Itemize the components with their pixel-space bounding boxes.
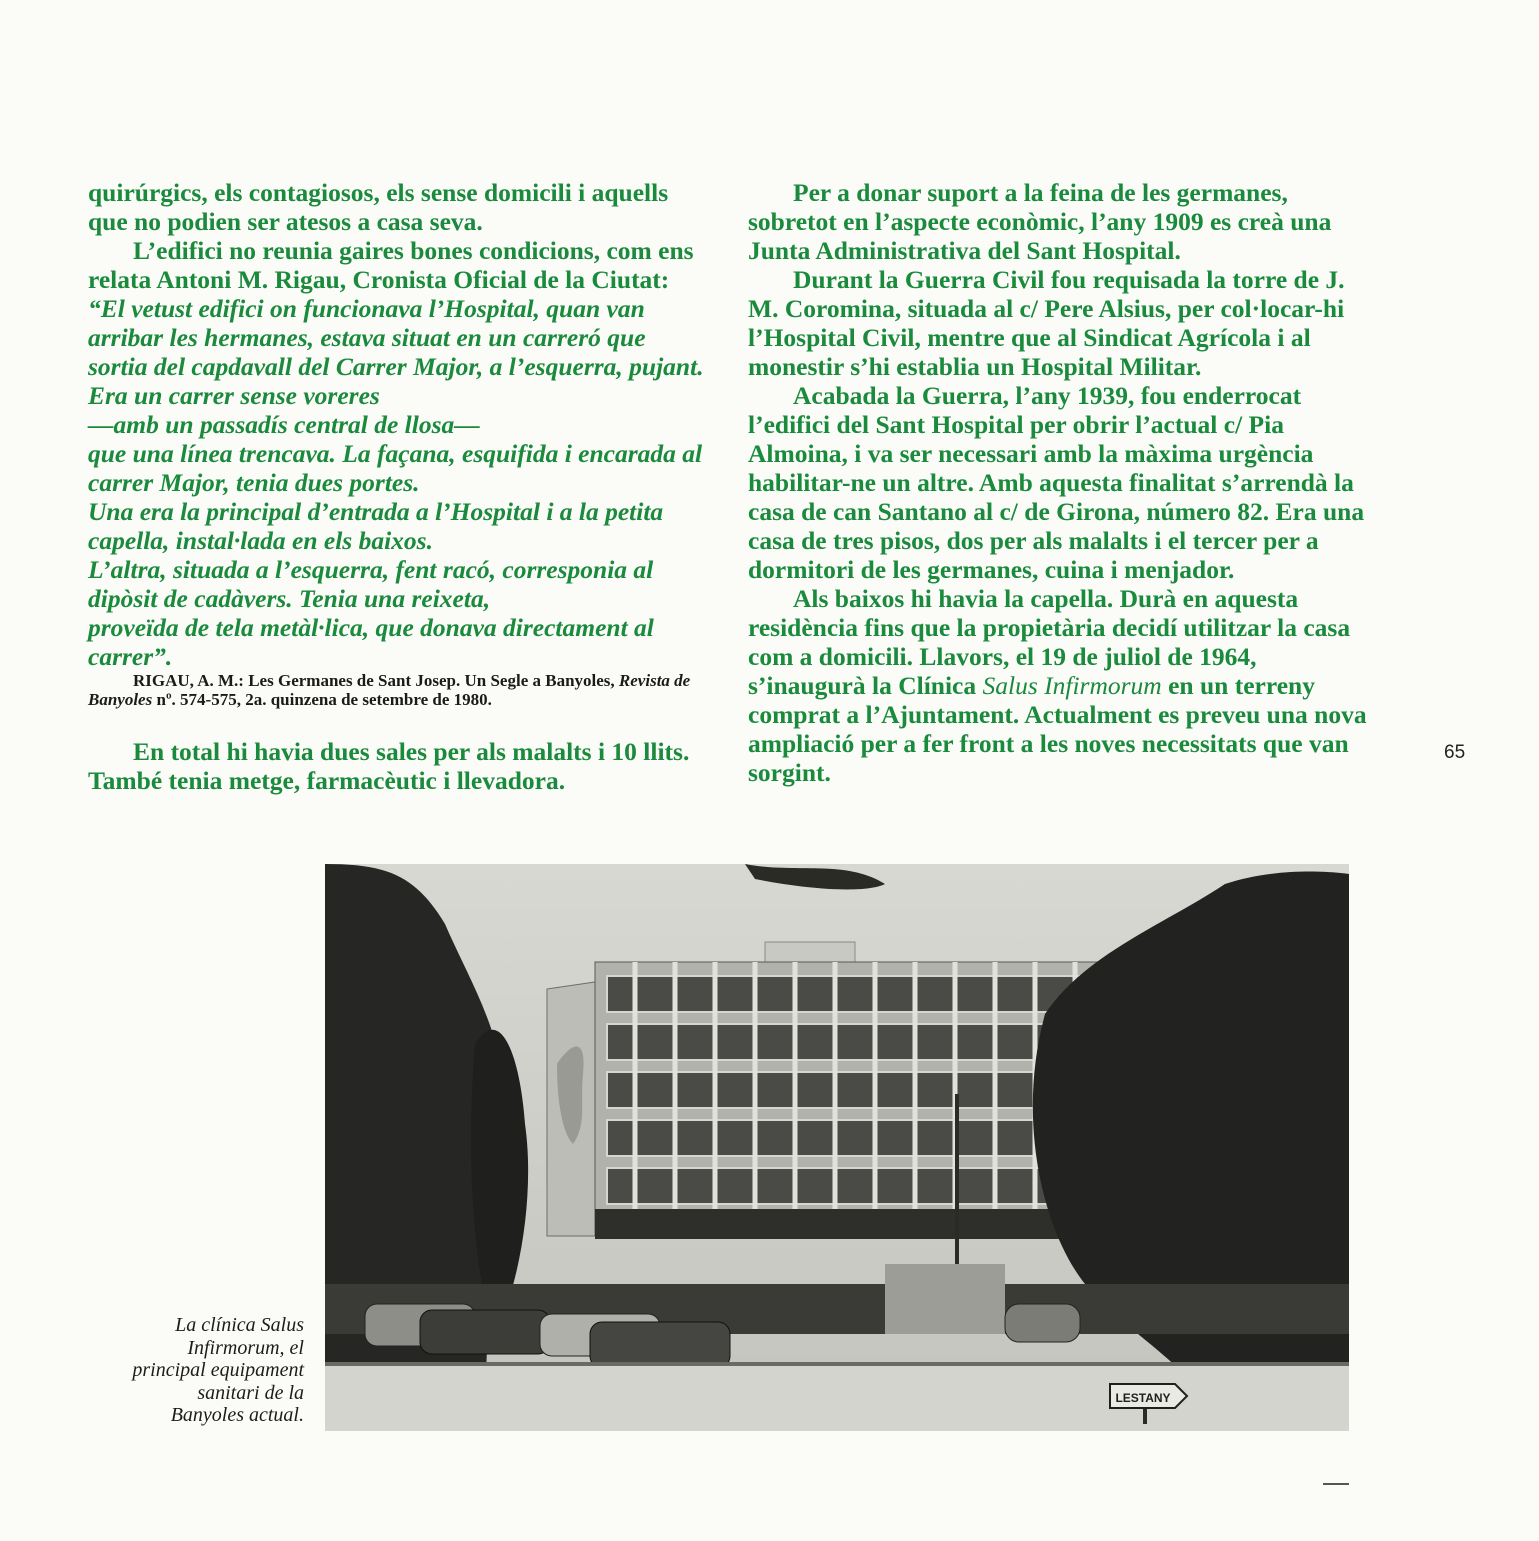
right-column <box>748 178 1368 787</box>
paragraph-intro: L’edifici no reunia gaires bones condicions, com ens relata Antoni M. Rigau, Cronista Oficial de la Ciutat: <box>88 236 694 294</box>
paragraph: Acabada la Guerra, l’any 1939, fou enderrocat l’edifici del Sant Hospital per obrir l’actual c/ Pia Almoina, i va ser necessari amb la màxima urgència habilitar-ne un altre. Amb aquesta finalitat s’arrendà la casa de can Santano al c/ de Girona, número 82. Era una casa de tres pisos, dos per als malalts i el tercer per a dormitori de les germanes, cuina i menjador. <box>748 381 1365 584</box>
caption-line: principal equipament <box>132 1359 304 1381</box>
page-corner-mark <box>1323 1483 1349 1485</box>
paragraph: quirúrgics, els contagiosos, els sense domicili i aquells que no podien ser atesos a casa seva. <box>88 178 669 236</box>
paragraph-rigau-quote <box>88 236 708 671</box>
paragraph-text: Als baixos hi havia la capella. Durà en aquesta residència fins que la propietària decidí utilitzar la casa com a domicili. Llavors, el 19 de juliol de 1964, s’inaugurà la Clínica <box>748 584 1351 700</box>
paragraph <box>748 584 1368 787</box>
quote-text: que una línea trencava. La façana, esquifida i encarada al carrer Major, tenia dues portes. <box>88 439 703 497</box>
paragraph: Durant la Guerra Civil fou requisada la torre de J. M. Coromina, situada al c/ Pere Alsius, per col·locar-hi l’Hospital Civil, mentre que al Sindicat Agrícola i al monestir s’hi establia un Hospital Militar. <box>748 265 1345 381</box>
kerb <box>325 1362 1349 1366</box>
left-column <box>88 178 708 795</box>
note-text: RIGAU, A. M.: Les Germanes de Sant Josep. Un Segle a Banyoles, <box>133 671 619 690</box>
paragraph: En total hi havia dues sales per als malalts i 10 llits. També tenia metge, farmacèutic i llevadora. <box>88 737 690 795</box>
paragraph-text: en un terreny comprat a l’Ajuntament. Actualment es preveu una nova ampliació per a fer front a les noves necessitats que van sorgint. <box>748 671 1367 787</box>
quote-text: Una era la principal d’entrada a l’Hospital i a la petita capella, instal·lada en els baixos. <box>88 497 664 555</box>
photograph-illustration <box>325 864 1349 1431</box>
quote-text: “El vetust edifici on funcionava l’Hospital, quan van arribar les hermanes, estava situat en un carreró que sortia del capdavall del Carrer Major, a l’esquerra, pujant. Era un carrer sense voreres <box>88 294 704 410</box>
bibliographic-note <box>88 671 700 709</box>
caption-line: La clínica Salus <box>175 1314 304 1336</box>
caption-line: sanitari de la <box>197 1381 304 1404</box>
page-number: 65 <box>1444 742 1466 763</box>
note-text: nº. 574-575, 2a. quinzena de setembre de 1980. <box>152 690 492 709</box>
caption-line: Infirmorum, el <box>187 1336 304 1359</box>
garden-wall <box>885 1264 1005 1334</box>
quote-text: —amb un passadís central de llosa— <box>88 410 480 439</box>
caption-line: Banyoles actual. <box>170 1404 304 1426</box>
quote-text: proveïda de tela metàl·lica, que donava directament al carrer”. <box>88 613 654 671</box>
clinic-name: Salus Infirmorum <box>982 671 1162 700</box>
paragraph: Per a donar suport a la feina de les germanes, sobretot en l’aspecte econòmic, l’any 1909 es creà una Junta Administrativa del Sant Hospital. <box>748 178 1332 265</box>
photo-caption <box>100 1314 304 1427</box>
clinic-photograph <box>325 864 1349 1431</box>
note-journal: Revista de Banyoles <box>88 671 691 709</box>
street-sign-text: LESTANY <box>1115 1391 1171 1405</box>
quote-text: L’altra, situada a l’esquerra, fent racó, corresponia al dipòsit de cadàvers. Tenia una reixeta, <box>88 555 654 613</box>
street <box>325 1364 1349 1431</box>
